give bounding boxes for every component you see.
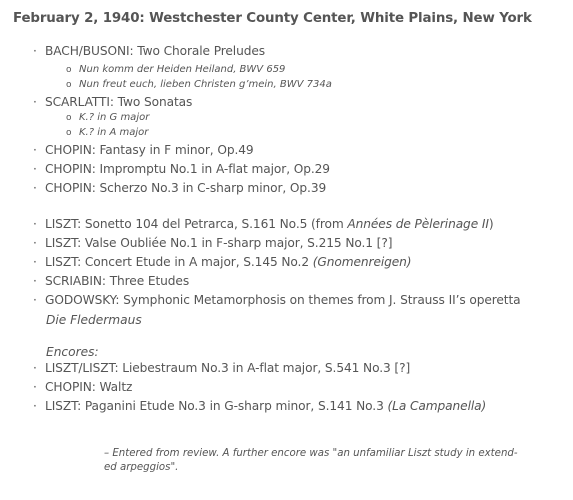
encore-item-text: LISZT: Paganini Etude No.3 in G-sharp minor, S.141 No.3 bbox=[45, 399, 388, 413]
program-subitem bbox=[66, 112, 149, 123]
program-item-text: LISZT: Sonetto 104 del Petrarca, S.161 No.5 (from bbox=[45, 217, 348, 231]
circle-bullet-icon: o bbox=[66, 113, 72, 123]
bullet-icon: · bbox=[33, 380, 37, 394]
bullet-icon: · bbox=[33, 217, 37, 231]
program-item bbox=[33, 217, 494, 231]
program-subitem bbox=[66, 127, 148, 138]
program-item-continuation: Die Fledermaus bbox=[46, 313, 142, 327]
bullet-icon: · bbox=[33, 95, 37, 109]
circle-bullet-icon: o bbox=[66, 80, 72, 90]
encore-item bbox=[33, 361, 410, 375]
program-item-text: BACH/BUSONI: Two Chorale Preludes bbox=[45, 44, 265, 58]
program-item-text: CHOPIN: Scherzo No.3 in C-sharp minor, Op.39 bbox=[45, 181, 327, 195]
program-subitem-text: Nun freut euch, lieben Christen g’mein, BWV 734a bbox=[79, 79, 332, 90]
program-subitem-text: K.? in G major bbox=[79, 112, 150, 123]
program-subitem-text: Nun komm der Heiden Heiland, BWV 659 bbox=[79, 64, 286, 75]
program-item-text: GODOWSKY: Symphonic Metamorphosis on themes from J. Strauss II’s operetta bbox=[45, 293, 521, 307]
footnote-line: ed arpeggios". bbox=[104, 462, 179, 473]
encores-heading: Encores: bbox=[46, 345, 99, 359]
program-item bbox=[33, 293, 521, 307]
program-item-text: SCARLATTI: Two Sonatas bbox=[45, 95, 193, 109]
program-item-text: CHOPIN: Impromptu No.1 in A-flat major, Op.29 bbox=[45, 162, 330, 176]
program-item bbox=[33, 44, 265, 58]
bullet-icon: · bbox=[33, 255, 37, 269]
encore-item-text: CHOPIN: Waltz bbox=[45, 380, 133, 394]
program-subitem-text: K.? in A major bbox=[79, 127, 149, 138]
program-item-italic: (Gnomenreigen) bbox=[312, 255, 412, 269]
program-item bbox=[33, 255, 411, 269]
page-title: February 2, 1940: Westchester County Center, White Plains, New York bbox=[13, 11, 532, 26]
bullet-icon: · bbox=[33, 236, 37, 250]
program-subitem bbox=[66, 79, 332, 90]
encore-item bbox=[33, 399, 486, 413]
bullet-icon: · bbox=[33, 162, 37, 176]
bullet-icon: · bbox=[33, 181, 37, 195]
circle-bullet-icon: o bbox=[66, 65, 72, 75]
program-item-italic: Années de Pèlerinage II bbox=[347, 217, 489, 231]
encore-item bbox=[33, 380, 132, 394]
bullet-icon: · bbox=[33, 44, 37, 58]
encore-item-italic: (La Campanella) bbox=[387, 399, 487, 413]
footnote-line: – Entered from review. A further encore was "an unfamiliar Liszt study in extend- bbox=[104, 448, 518, 459]
program-item bbox=[33, 274, 189, 288]
program-subitem bbox=[66, 64, 285, 75]
bullet-icon: · bbox=[33, 293, 37, 307]
bullet-icon: · bbox=[33, 143, 37, 157]
encore-item-text: LISZT/LISZT: Liebestraum No.3 in A-flat major, S.541 No.3 [?] bbox=[45, 361, 411, 375]
program-item-text: CHOPIN: Fantasy in F minor, Op.49 bbox=[45, 143, 254, 157]
program-item-text: LISZT: Concert Etude in A major, S.145 No.2 bbox=[45, 255, 313, 269]
program-item-text: LISZT: Valse Oubliée No.1 in F-sharp major, S.215 No.1 [?] bbox=[45, 236, 393, 250]
bullet-icon: · bbox=[33, 361, 37, 375]
program-item bbox=[33, 143, 254, 157]
program-item-text: SCRIABIN: Three Etudes bbox=[45, 274, 190, 288]
program-item bbox=[33, 95, 192, 109]
program-item-after: ) bbox=[488, 217, 494, 231]
program-item bbox=[33, 236, 392, 250]
program-item bbox=[33, 181, 326, 195]
bullet-icon: · bbox=[33, 274, 37, 288]
bullet-icon: · bbox=[33, 399, 37, 413]
circle-bullet-icon: o bbox=[66, 128, 72, 138]
program-item bbox=[33, 162, 330, 176]
